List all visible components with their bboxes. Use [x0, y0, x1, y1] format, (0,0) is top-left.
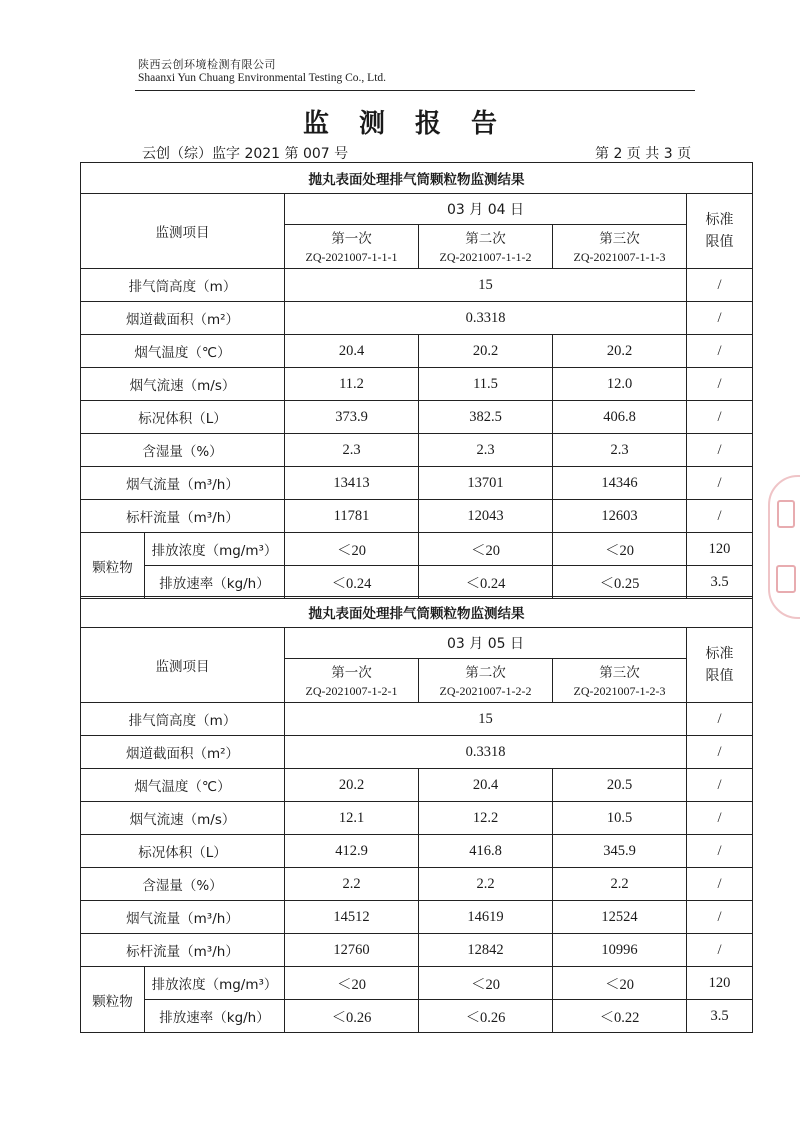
row-label: 含湿量（%）	[81, 434, 285, 467]
row-value: 345.9	[553, 835, 687, 868]
row-label: 标杆流量（m³/h）	[81, 934, 285, 967]
row-label: 烟气流速（m/s）	[81, 368, 285, 401]
row-value: 20.2	[285, 769, 419, 802]
standard-limit-header: 标准 限值	[687, 194, 753, 269]
row-value: 10996	[553, 934, 687, 967]
row-value: 20.2	[553, 335, 687, 368]
table-row	[81, 967, 753, 1000]
row-value: 12760	[285, 934, 419, 967]
page-number: 第 2 页 共 3 页	[595, 146, 692, 162]
row-label: 烟气温度（℃）	[81, 769, 285, 802]
row-value: ＜0.24	[285, 566, 419, 599]
run-header	[553, 659, 687, 703]
row-value: ＜0.25	[553, 566, 687, 599]
run-header	[553, 225, 687, 269]
row-value: 12043	[419, 500, 553, 533]
row-value: 20.5	[553, 769, 687, 802]
row-label: 标况体积（L）	[81, 401, 285, 434]
row-value: 14619	[419, 901, 553, 934]
row-value: 12603	[553, 500, 687, 533]
standard-limit-value: /	[687, 736, 753, 769]
table-row	[81, 769, 753, 802]
row-label: 烟气流量（m³/h）	[81, 467, 285, 500]
table-row	[81, 802, 753, 835]
row-value: 382.5	[419, 401, 553, 434]
row-value: 20.4	[419, 769, 553, 802]
standard-limit-value: /	[687, 269, 753, 302]
row-value: 14346	[553, 467, 687, 500]
row-label: 烟气流速（m/s）	[81, 802, 285, 835]
row-label: 烟道截面积（m²）	[81, 302, 285, 335]
report-title: 监测报告	[302, 109, 527, 139]
table-row	[81, 901, 753, 934]
row-value: 20.4	[285, 335, 419, 368]
row-value: 0.3318	[285, 302, 687, 335]
standard-limit-value: /	[687, 368, 753, 401]
table-row	[81, 302, 753, 335]
row-value: 2.3	[419, 434, 553, 467]
sample-code: ZQ-2021007-1-2-2	[439, 683, 532, 698]
row-value: 14512	[285, 901, 419, 934]
table-row	[81, 566, 753, 599]
run-header	[285, 659, 419, 703]
row-value: 0.3318	[285, 736, 687, 769]
row-value: 406.8	[553, 401, 687, 434]
document-number: 云创（综）监字 2021 第 007 号	[142, 146, 349, 162]
seal-stamp-mark	[776, 565, 796, 593]
row-label: 烟气温度（℃）	[81, 335, 285, 368]
standard-limit-value: /	[687, 934, 753, 967]
row-label: 排放浓度（mg/m³）	[145, 533, 285, 566]
row-value: ＜20	[419, 533, 553, 566]
run-name: 第三次	[599, 230, 640, 247]
sample-code: ZQ-2021007-1-2-3	[573, 683, 666, 698]
item-header: 监测项目	[81, 628, 285, 703]
row-label: 排气筒高度（m）	[81, 269, 285, 302]
sample-code: ZQ-2021007-1-1-1	[305, 249, 398, 264]
standard-limit-value: /	[687, 467, 753, 500]
row-value: ＜0.26	[285, 1000, 419, 1033]
standard-limit-value: /	[687, 868, 753, 901]
row-value: 2.2	[553, 868, 687, 901]
row-value: 13413	[285, 467, 419, 500]
sample-code: ZQ-2021007-1-1-3	[573, 249, 666, 264]
table-title-row	[81, 163, 753, 194]
standard-limit-value: /	[687, 401, 753, 434]
standard-limit-header: 标准 限值	[687, 628, 753, 703]
table-row	[81, 368, 753, 401]
run-header	[419, 659, 553, 703]
table-row	[81, 467, 753, 500]
row-value: 12.0	[553, 368, 687, 401]
standard-limit-value: /	[687, 434, 753, 467]
standard-limit-value: /	[687, 500, 753, 533]
standard-limit-value: /	[687, 802, 753, 835]
sample-code: ZQ-2021007-1-1-2	[439, 249, 532, 264]
standard-limit-value: 3.5	[687, 566, 753, 599]
table-row	[81, 401, 753, 434]
row-value: 416.8	[419, 835, 553, 868]
table-row	[81, 500, 753, 533]
table-row	[81, 736, 753, 769]
row-value: 13701	[419, 467, 553, 500]
row-label: 烟气流量（m³/h）	[81, 901, 285, 934]
run-name: 第一次	[331, 230, 372, 247]
table-header-row	[81, 628, 753, 659]
row-value: 15	[285, 703, 687, 736]
results-table	[80, 162, 753, 599]
row-value: 20.2	[419, 335, 553, 368]
standard-limit-value: 3.5	[687, 1000, 753, 1033]
row-value: 2.3	[285, 434, 419, 467]
row-value: 373.9	[285, 401, 419, 434]
company-name-cn: 陕西云创环境检测有限公司	[138, 58, 276, 71]
item-header: 监测项目	[81, 194, 285, 269]
run-header	[285, 225, 419, 269]
company-name-en: Shaanxi Yun Chuang Environmental Testing Co., Ltd.	[138, 72, 387, 84]
row-label: 标况体积（L）	[81, 835, 285, 868]
table-row	[81, 703, 753, 736]
row-value: ＜20	[553, 533, 687, 566]
standard-limit-value: 120	[687, 533, 753, 566]
table-row	[81, 835, 753, 868]
standard-limit-value: 120	[687, 967, 753, 1000]
run-name: 第一次	[331, 664, 372, 681]
row-label: 排气筒高度（m）	[81, 703, 285, 736]
seal-stamp	[768, 475, 800, 619]
sample-code: ZQ-2021007-1-2-1	[305, 683, 398, 698]
row-value: 2.2	[285, 868, 419, 901]
row-label: 排放速率（kg/h）	[145, 1000, 285, 1033]
table-header-row	[81, 194, 753, 225]
row-value: 12842	[419, 934, 553, 967]
row-value: ＜20	[553, 967, 687, 1000]
row-label: 含湿量（%）	[81, 868, 285, 901]
run-name: 第三次	[599, 664, 640, 681]
row-value: 412.9	[285, 835, 419, 868]
table-row	[81, 934, 753, 967]
row-value: 2.3	[553, 434, 687, 467]
table-title: 抛丸表面处理排气筒颗粒物监测结果	[81, 597, 753, 628]
row-value: 11.5	[419, 368, 553, 401]
table-row	[81, 269, 753, 302]
table-row	[81, 434, 753, 467]
date-header: 03 月 05 日	[285, 628, 687, 659]
results-table	[80, 596, 753, 1033]
row-value: ＜0.26	[419, 1000, 553, 1033]
standard-limit-value: /	[687, 835, 753, 868]
row-value: ＜20	[285, 967, 419, 1000]
run-name: 第二次	[465, 230, 506, 247]
table-title-row	[81, 597, 753, 628]
run-header	[419, 225, 553, 269]
row-value: 11.2	[285, 368, 419, 401]
seal-stamp-mark	[777, 500, 795, 528]
table-row	[81, 533, 753, 566]
row-label: 排放浓度（mg/m³）	[145, 967, 285, 1000]
standard-limit-value: /	[687, 335, 753, 368]
table-row	[81, 868, 753, 901]
run-name: 第二次	[465, 664, 506, 681]
row-label: 标杆流量（m³/h）	[81, 500, 285, 533]
row-value: ＜0.22	[553, 1000, 687, 1033]
row-value: 12.2	[419, 802, 553, 835]
table-row	[81, 1000, 753, 1033]
row-value: ＜20	[419, 967, 553, 1000]
particulate-group-label: 颗粒物	[81, 533, 145, 599]
row-value: 12.1	[285, 802, 419, 835]
row-label: 烟道截面积（m²）	[81, 736, 285, 769]
row-value: ＜0.24	[419, 566, 553, 599]
table-title: 抛丸表面处理排气筒颗粒物监测结果	[81, 163, 753, 194]
standard-limit-value: /	[687, 302, 753, 335]
row-value: 15	[285, 269, 687, 302]
date-header: 03 月 04 日	[285, 194, 687, 225]
header-divider	[135, 90, 695, 91]
row-value: 12524	[553, 901, 687, 934]
row-value: ＜20	[285, 533, 419, 566]
row-label: 排放速率（kg/h）	[145, 566, 285, 599]
table-row	[81, 335, 753, 368]
standard-limit-value: /	[687, 703, 753, 736]
row-value: 11781	[285, 500, 419, 533]
row-value: 2.2	[419, 868, 553, 901]
particulate-group-label: 颗粒物	[81, 967, 145, 1033]
standard-limit-value: /	[687, 769, 753, 802]
standard-limit-value: /	[687, 901, 753, 934]
row-value: 10.5	[553, 802, 687, 835]
